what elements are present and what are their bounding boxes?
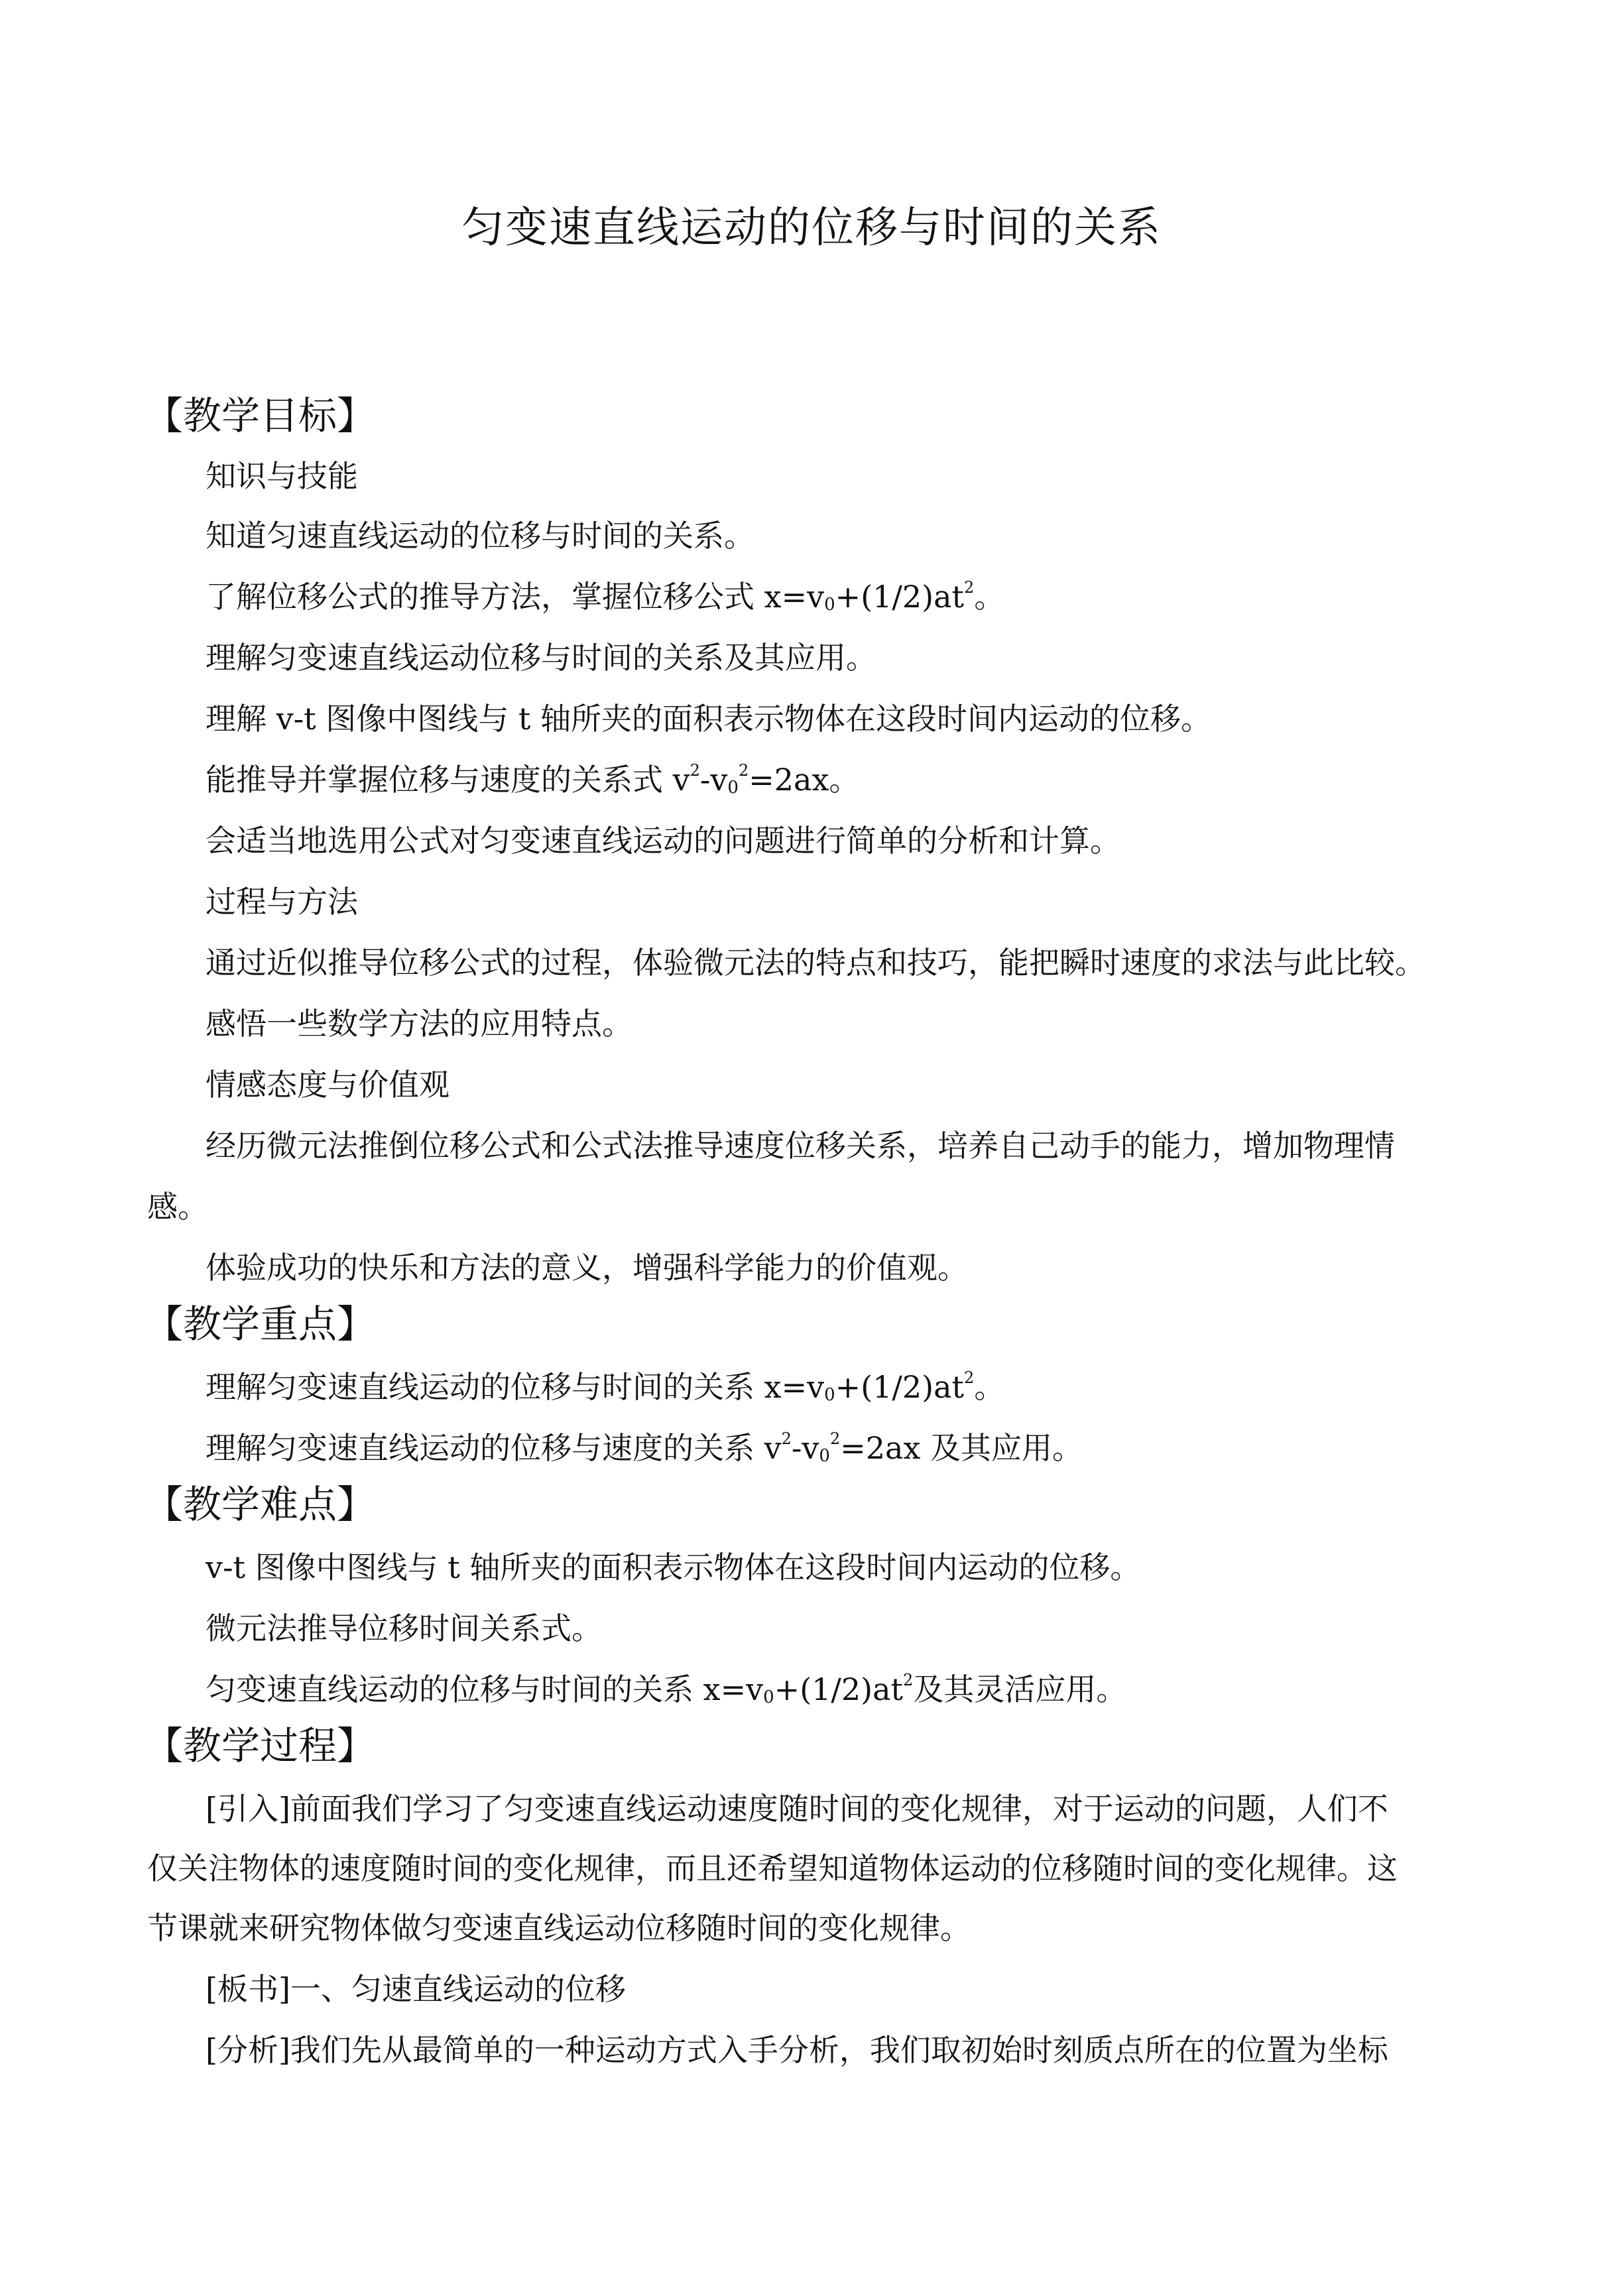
difficulty-3: 匀变速直线运动的位移与时间的关系 $x=v_0+(1/2)at^2$及其灵活应用。	[206, 1671, 1127, 1707]
section-heading-key-points: 【教学重点】	[145, 1301, 376, 1347]
subheading-process: 过程与方法	[206, 884, 358, 920]
process-intro-line-1: [引入]前面我们学习了匀变速直线运动速度随时间的变化规律，对于运动的问题，人们不	[206, 1791, 1388, 1827]
difficulty-1: v-t 图像中图线与 t 轴所夹的面积表示物体在这段时间内运动的位移。	[206, 1549, 1141, 1585]
process-board: [板书]一、匀速直线运动的位移	[206, 1971, 626, 2007]
section-heading-objectives: 【教学目标】	[145, 393, 376, 438]
process-analysis: [分析]我们先从最简单的一种运动方式入手分析，我们取初始时刻质点所在的位置为坐标	[206, 2032, 1388, 2068]
page-title: 匀变速直线运动的位移与时间的关系	[461, 204, 1162, 253]
emotion-item-2: 体验成功的快乐和方法的意义，增强科学能力的价值观。	[206, 1250, 968, 1286]
knowledge-item-4: 理解 v-t 图像中图线与 t 轴所夹的面积表示物体在这段时间内运动的位移。	[206, 701, 1211, 737]
process-intro-line-2: 仅关注物体的速度随时间的变化规律，而且还希望知道物体运动的位移随时间的变化规律。这	[147, 1850, 1398, 1886]
process-item-1: 通过近似推导位移公式的过程，体验微元法的特点和技巧，能把瞬时速度的求法与此比较。	[206, 945, 1425, 981]
process-item-2: 感悟一些数学方法的应用特点。	[206, 1006, 632, 1042]
knowledge-item-5: 能推导并掌握位移与速度的关系式 $v^2-v_0^2=2ax$。	[206, 761, 860, 798]
subheading-knowledge: 知识与技能	[206, 458, 358, 494]
knowledge-item-6: 会适当地选用公式对匀变速直线运动的问题进行简单的分析和计算。	[206, 823, 1120, 859]
subheading-emotion: 情感态度与价值观	[206, 1067, 450, 1103]
process-intro-line-3: 节课就来研究物体做匀变速直线运动位移随时间的变化规律。	[147, 1910, 971, 1946]
knowledge-item-1: 知道匀速直线运动的位移与时间的关系。	[206, 518, 754, 554]
key-point-2: 理解匀变速直线运动的位移与速度的关系 $v^2-v_0^2=2ax$ 及其应用。	[206, 1429, 1083, 1466]
difficulty-2: 微元法推导位移时间关系式。	[206, 1610, 602, 1646]
emotion-item-1: 经历微元法推倒位移公式和公式法推导速度位移关系，培养自己动手的能力，增加物理情	[206, 1128, 1395, 1164]
emotion-item-1-wrap: 感。	[147, 1189, 208, 1225]
section-heading-process: 【教学过程】	[145, 1723, 376, 1768]
key-point-1: 理解匀变速直线运动的位移与时间的关系 $x=v_0+(1/2)at^2$。	[206, 1368, 1005, 1405]
knowledge-item-3: 理解匀变速直线运动位移与时间的关系及其应用。	[206, 640, 876, 676]
knowledge-item-2: 了解位移公式的推导方法，掌握位移公式 $x=v_0+(1/2)at^2$。	[206, 578, 1005, 615]
section-heading-difficulties: 【教学难点】	[145, 1482, 376, 1527]
